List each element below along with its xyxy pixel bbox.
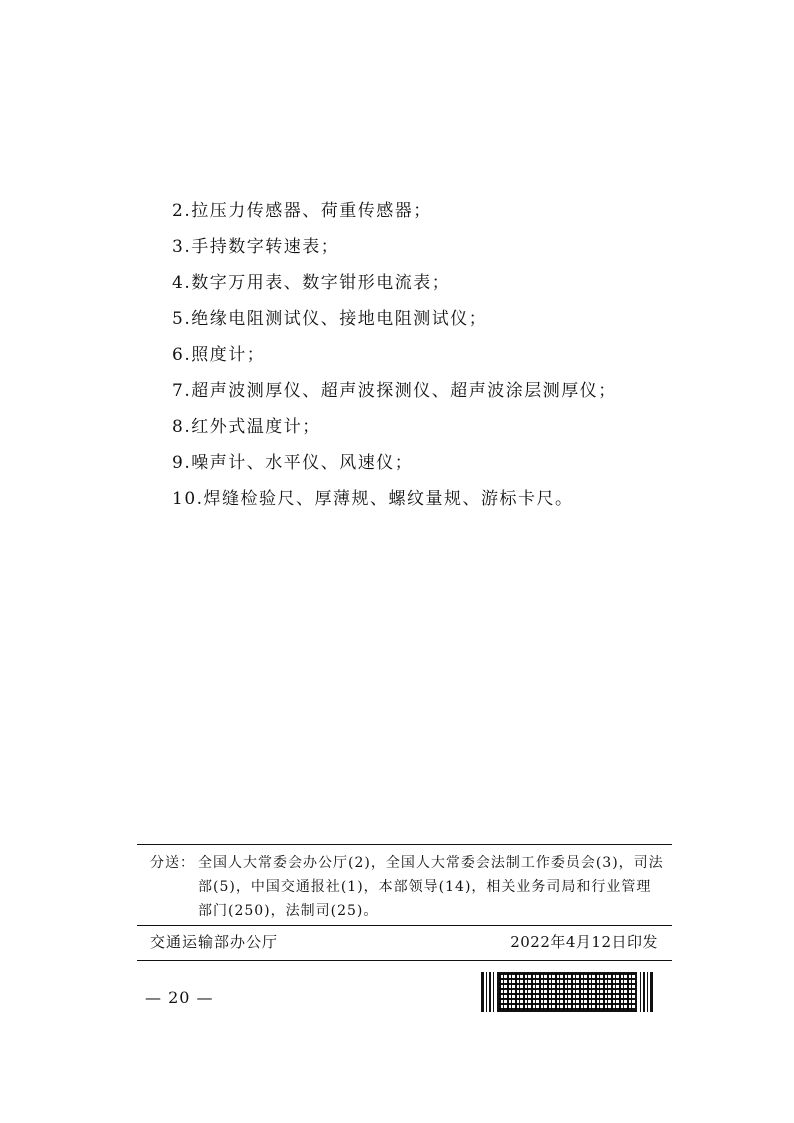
list-item: 5.绝缘电阻测试仪、接地电阻测试仪； — [172, 309, 488, 329]
distribution-label: 分送： — [150, 855, 195, 871]
barcode-left-bars — [481, 972, 494, 1012]
page-number: — 20 — — [145, 988, 214, 1007]
barcode-image — [481, 972, 653, 1012]
divider-middle — [137, 925, 672, 926]
list-item: 10.焊缝检验尺、厚薄规、螺纹量规、游标卡尺。 — [172, 489, 574, 509]
distribution-text: 全国人大常委会办公厅(2)，全国人大常委会法制工作委员会(3)，司法部(5)，中国交通报社(1)，本部领导(14)，相关业务司局和行业管理部门(250)，法制司(25)。 — [198, 855, 664, 919]
list-item: 7.超声波测厚仪、超声波探测仪、超声波涂层测厚仪； — [172, 381, 617, 401]
list-item: 4.数字万用表、数字钳形电流表； — [172, 273, 451, 293]
list-item: 6.照度计； — [172, 345, 266, 365]
barcode-right-bars — [640, 972, 653, 1012]
issue-date: 2022年4月12日印发 — [510, 933, 658, 951]
list-item: 3.手持数字转速表； — [172, 237, 340, 257]
list-item: 8.红外式温度计； — [172, 417, 321, 437]
barcode-matrix — [497, 972, 637, 1012]
divider-top — [137, 844, 672, 845]
list-item: 9.噪声计、水平仪、风速仪； — [172, 453, 414, 473]
issuer-name: 交通运输部办公厅 — [150, 933, 279, 951]
list-item: 2.拉压力传感器、荷重传感器； — [172, 201, 432, 221]
divider-bottom — [137, 960, 672, 961]
instrument-list — [172, 193, 617, 517]
